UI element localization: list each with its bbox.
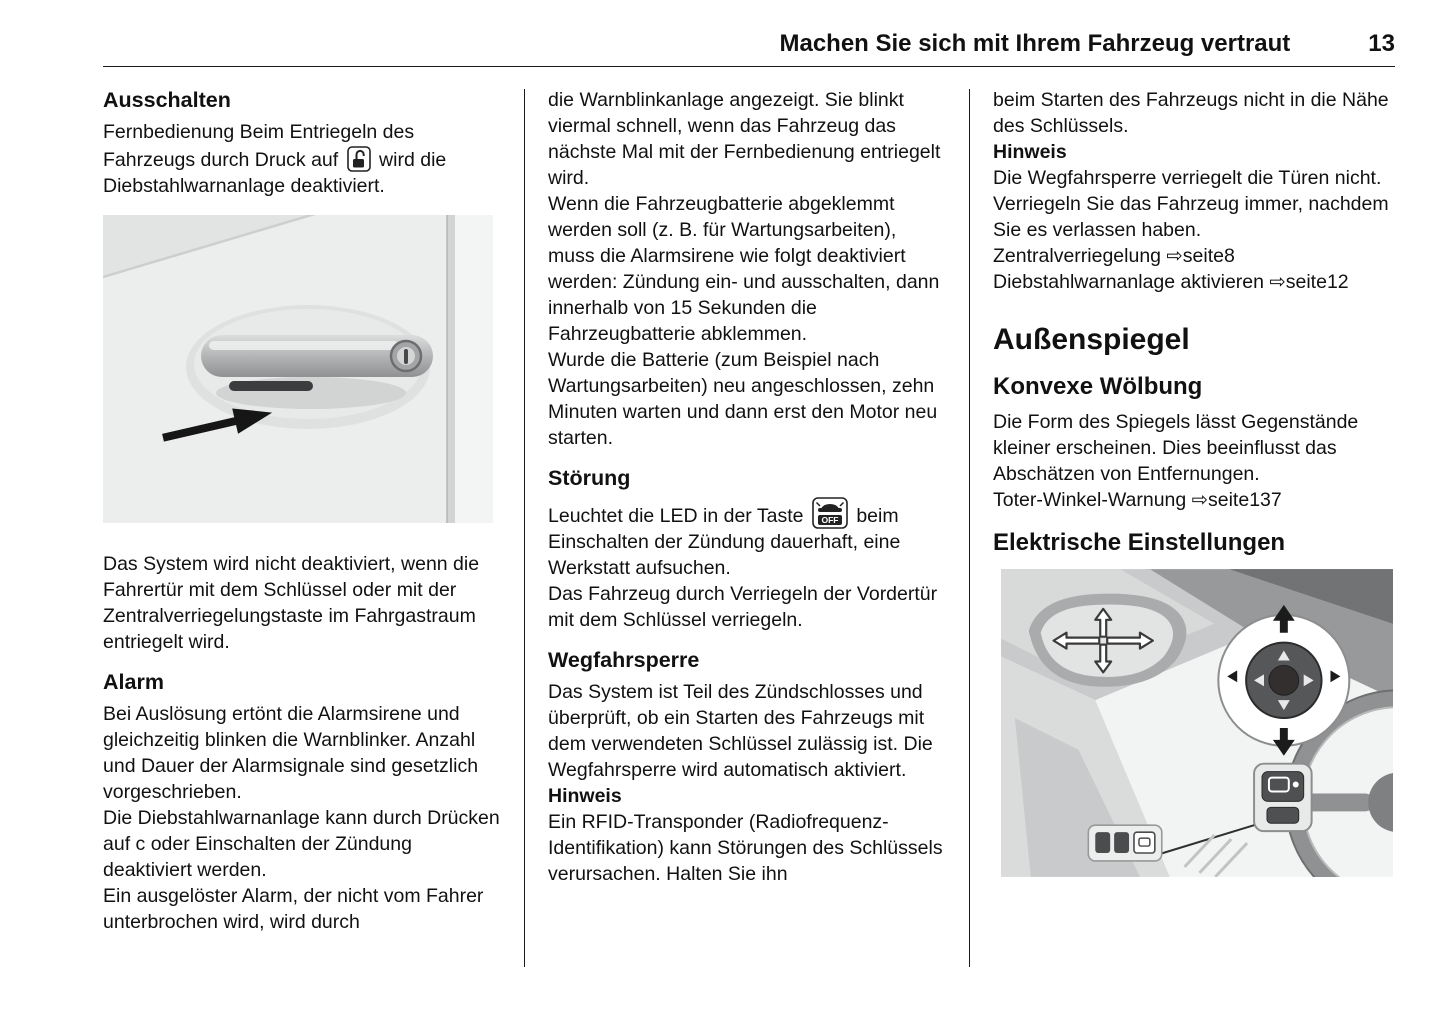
paragraph-hinweis: Ein RFID-Transponder (Radiofrequenz-Identifikation) kann Störungen des Schlüssels verursachen. Halten Sie ihn [548, 811, 943, 885]
paragraph-alarm-2: Die Diebstahlwarnanlage kann durch Drücken auf c oder Einschalten der Zündung deaktiviert werden. [103, 807, 500, 881]
paragraph-remote-unlock: Fernbedienung Beim Entriegeln des Fahrzeugs durch Druck auf wird die Diebstahlwarnanlage deaktiviert. [103, 121, 447, 197]
crossref-toter-winkel: Toter-Winkel-Warnung ⇨seite137 [993, 489, 1282, 511]
paragraph-fortsetzung: beim Starten des Fahrzeugs nicht in die Nähe des Schlüssels. [993, 89, 1389, 137]
heading-stoerung: Störung [548, 466, 631, 490]
column-divider-right [969, 89, 970, 967]
crossref-zentralverriegelung: Zentralverriegelung ⇨seite8 [993, 245, 1235, 267]
heading-elektrische-einstellungen: Elektrische Einstellungen [993, 529, 1286, 556]
paragraph-warnblink: die Warnblinkanlage angezeigt. Sie blinkt viermal schnell, wenn das Fahrzeug das nächste Mal mit der Fernbedienung entriegelt wird. [548, 89, 941, 189]
paragraph-batterie-1: Wenn die Fahrzeugbatterie abgeklemmt werden soll (z. B. für Wartungsarbeiten), muss die Alarmsirene wie folgt deaktiviert werden: Zündung ein- und ausschalten, dann innerhalb von 15 Sekunden die Fahrzeugbatterie abklemmen. [548, 193, 940, 345]
heading-ausschalten: Ausschalten [103, 88, 231, 112]
off-icon-label: OFF [821, 515, 839, 525]
heading-konvexe-woelbung: Konvexe Wölbung [993, 373, 1203, 400]
column-middle [548, 87, 946, 967]
paragraph-stoerung-1: Leuchtet die LED in der Taste OFF beim Einschalten der Zündung dauerhaft, eine Werkstatt aufsuchen. [548, 497, 946, 581]
note-label-hinweis-2: Hinweis [993, 141, 1067, 163]
column-right [993, 87, 1393, 967]
paragraph-konvex: Die Form des Spiegels lässt Gegenstände kleiner erscheinen. Dies beeinflusst das Abschätzen von Entfernungen. [993, 411, 1359, 485]
heading-wegfahrsperre: Wegfahrsperre [548, 648, 700, 672]
page-number: 13 [1368, 30, 1395, 57]
paragraph-system: Das System wird nicht deaktiviert, wenn die Fahrertür mit dem Schlüssel oder mit der Zentralverriegelungstaste im Fahrgastraum entriegelt wird. [103, 553, 480, 653]
paragraph-alarm-3: Ein ausgelöster Alarm, der nicht vom Fahrer unterbrochen wird, wird durch [103, 885, 484, 933]
mirror-adjustment-illustration [1001, 569, 1393, 877]
chapter-title: Machen Sie sich mit Ihrem Fahrzeug vertraut [779, 30, 1291, 57]
paragraph-stoerung-2: Das Fahrzeug durch Verriegeln der Vordertür mit dem Schlüssel verriegeln. [548, 583, 938, 631]
alarm-off-icon [812, 497, 848, 529]
paragraph-hinweis-2: Die Wegfahrsperre verriegelt die Türen nicht. Verriegeln Sie das Fahrzeug immer, nachdem Sie es verlassen haben. [993, 167, 1389, 241]
crossref-diebstahlwarnanlage: Diebstahlwarnanlage aktivieren ⇨seite12 [993, 271, 1349, 293]
door-handle-illustration [103, 215, 493, 523]
column-left [103, 87, 501, 967]
three-column-layout [0, 87, 1445, 967]
heading-aussenspiegel: Außenspiegel [993, 323, 1190, 356]
page-header [103, 0, 1395, 67]
paragraph-wegfahrsperre: Das System ist Teil des Zündschlosses und überprüft, ob ein Starten des Fahrzeugs mit dem verwendeten Schlüssel zulässig ist. Die Wegfahrsperre wird automatisch aktiviert. [548, 681, 933, 781]
heading-alarm: Alarm [103, 670, 164, 694]
column-divider-left [524, 89, 525, 967]
unlock-icon [347, 145, 371, 173]
paragraph-alarm-1: Bei Auslösung ertönt die Alarmsirene und gleichzeitig blinken die Warnblinker. Anzahl und Dauer der Alarmsignale sind gesetzlich vorgeschrieben. [103, 703, 479, 803]
note-label-hinweis: Hinweis [548, 785, 622, 807]
paragraph-batterie-2: Wurde die Batterie (zum Beispiel nach Wartungsarbeiten) neu angeschlossen, zehn Minuten warten und dann erst den Motor neu starten. [548, 349, 938, 449]
